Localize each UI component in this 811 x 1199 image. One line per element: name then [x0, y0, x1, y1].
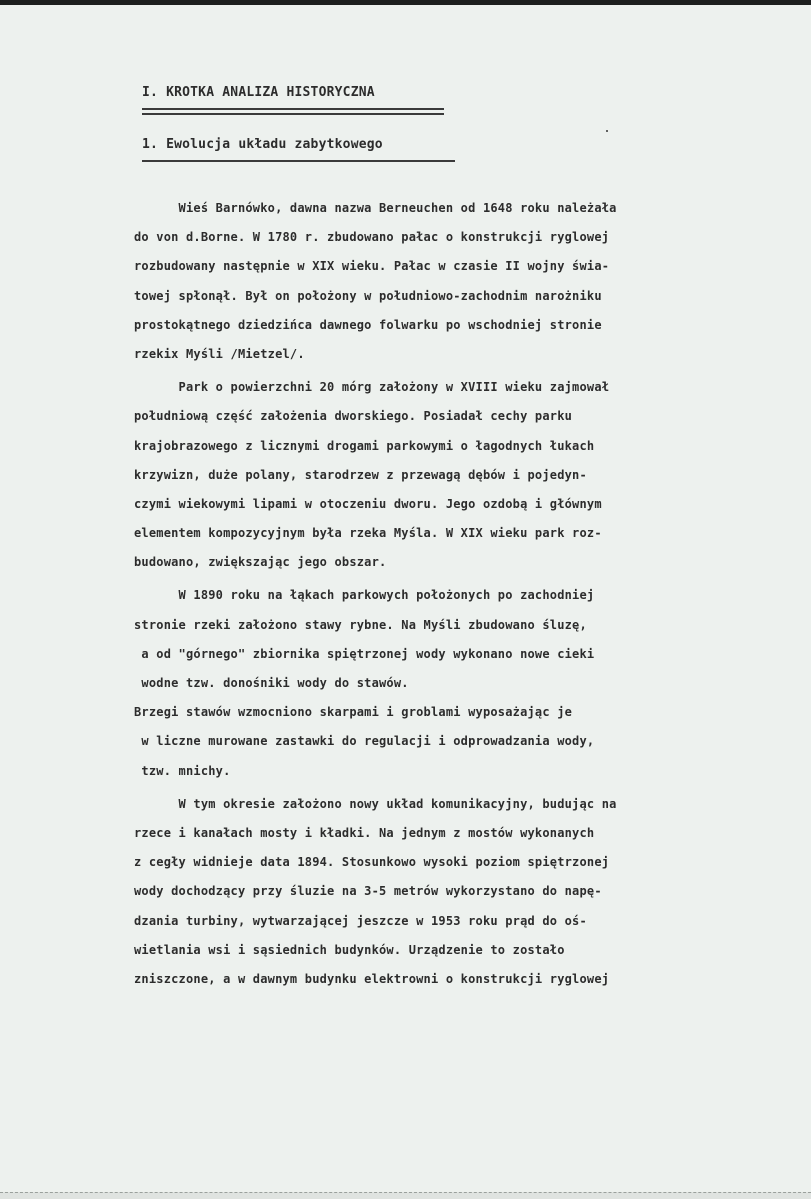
subheading-underline: [142, 160, 455, 162]
text-line: budowano, zwiększając jego obszar.: [134, 555, 387, 570]
paragraph: [134, 581, 617, 785]
text-line: południową część założenia dworskiego. Posiadał cechy parku: [134, 409, 573, 424]
text-line: Park o powierzchni 20 mórg założony w XVIII wieku zajmował: [134, 380, 610, 395]
body-text: [134, 194, 617, 994]
text-line: tzw. mnichy.: [134, 763, 231, 778]
text-line: czymi wiekowymi lipami w otoczeniu dworu. Jego ozdobą i głównym: [134, 496, 602, 511]
text-line: wietlania wsi i sąsiednich budynków. Urządzenie to zostało: [134, 942, 565, 957]
paragraph: [134, 373, 617, 577]
text-line: W 1890 roku na łąkach parkowych położonych po zachodniej: [134, 588, 595, 603]
text-line: do von d.Borne. W 1780 r. zbudowano pałac o konstrukcji ryglowej: [134, 230, 610, 245]
text-line: krajobrazowego z licznymi drogami parkowymi o łagodnych łukach: [134, 438, 595, 453]
text-line: towej spłonął. Był on położony w południowo-zachodnim narożniku: [134, 288, 602, 303]
paragraph: [134, 790, 617, 994]
scan-top-edge: [0, 0, 811, 5]
text-line: zniszczone, a w dawnym budynku elektrowni o konstrukcji ryglowej: [134, 971, 610, 986]
ink-speck: [606, 130, 608, 132]
text-line: prostokątnego dziedzińca dawnego folwarku po wschodniej stronie: [134, 317, 602, 332]
heading-double-underline: [142, 108, 444, 115]
section-heading: I. KROTKA ANALIZA HISTORYCZNA: [142, 85, 375, 100]
text-line: a od "górnego" zbiornika spiętrzonej wody wykonano nowe cieki: [134, 646, 595, 661]
text-line: Brzegi stawów wzmocniono skarpami i groblami wyposażając je: [134, 705, 573, 720]
paragraph: [134, 194, 617, 369]
scan-bottom-edge: [0, 1192, 811, 1199]
text-line: z cegły widnieje data 1894. Stosunkowo wysoki poziom spiętrzonej: [134, 855, 610, 870]
text-line: w liczne murowane zastawki do regulacji i odprowadzania wody,: [134, 734, 595, 749]
text-line: wody dochodzący przy śluzie na 3-5 metrów wykorzystano do napę-: [134, 884, 602, 899]
text-line: rozbudowany następnie w XIX wieku. Pałac w czasie II wojny świa-: [134, 259, 610, 274]
text-line: Wieś Barnówko, dawna nazwa Berneuchen od 1648 roku należała: [134, 201, 617, 215]
text-line: stronie rzeki założono stawy rybne. Na Myśli zbudowano śluzę,: [134, 617, 587, 632]
text-line: krzywizn, duże polany, starodrzew z przewagą dębów i pojedyn-: [134, 467, 587, 482]
text-line: dzania turbiny, wytwarzającej jeszcze w 1953 roku prąd do oś-: [134, 913, 587, 928]
text-line: W tym okresie założono nowy układ komunikacyjny, budując na: [134, 796, 617, 811]
subsection-heading: 1. Ewolucja układu zabytkowego: [142, 137, 383, 152]
text-line: rzekix Myśli /Mietzel/.: [134, 346, 305, 361]
text-line: wodne tzw. donośniki wody do stawów.: [134, 676, 409, 690]
text-line: elementem kompozycyjnym była rzeka Myśla. W XIX wieku park roz-: [134, 526, 602, 541]
text-line: rzece i kanałach mosty i kładki. Na jednym z mostów wykonanych: [134, 825, 595, 840]
